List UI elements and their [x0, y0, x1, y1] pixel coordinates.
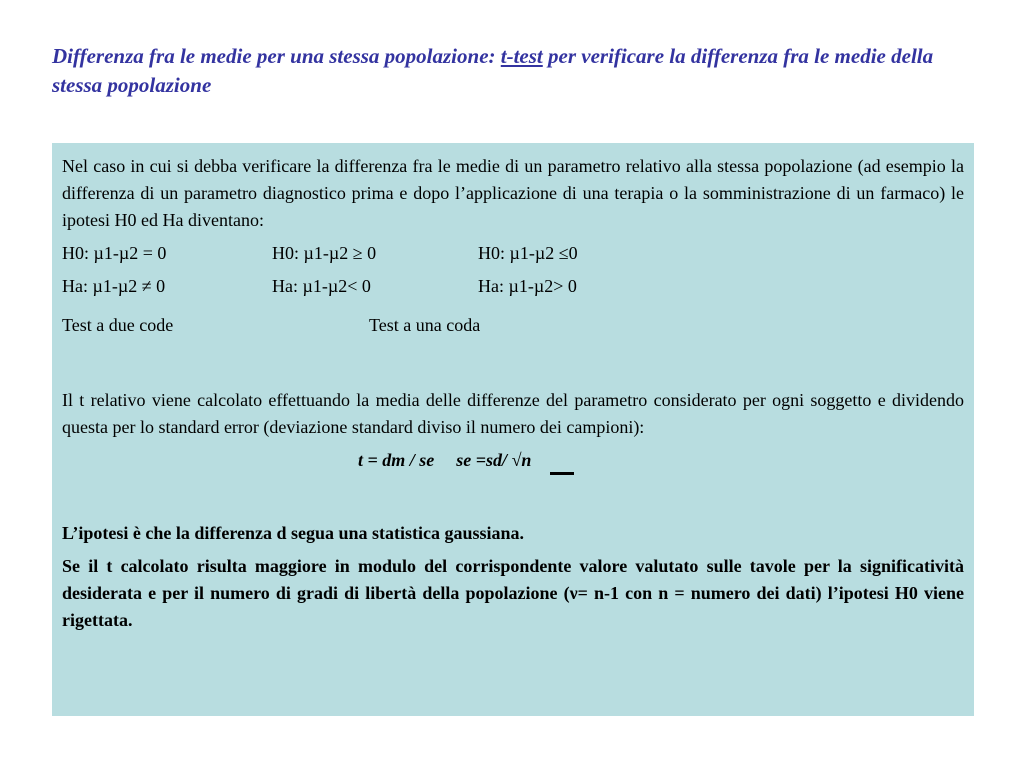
conclusion-paragraph: Se il t calcolato risulta maggiore in modulo del corrispondente valore valutato sulle tavole per la significatività desiderata e per il numero di gradi di libertà della popolazione (ν= n-1 con n = numero dei dati) l’ipotesi H0 viene rigettata.	[62, 556, 964, 630]
title-text-part1: Differenza fra le medie per una stessa popolazione:	[52, 44, 501, 68]
slide-title	[52, 42, 982, 100]
t-description-paragraph: Il t relativo viene calcolato effettuando la media delle differenze del parametro considerato per ogni soggetto e dividendo questa per lo standard error (deviazione standard diviso il numero dei campioni):	[62, 390, 964, 437]
formula-line	[62, 447, 964, 474]
content-box	[52, 143, 974, 716]
test-one-tailed-label: Test a una coda	[369, 315, 481, 335]
hypothesis-statement: L’ipotesi è che la differenza d segua una statistica gaussiana.	[62, 523, 525, 543]
h0-row	[62, 240, 964, 267]
ha-row	[62, 273, 964, 300]
title-ttest-underlined: t-test	[500, 44, 543, 68]
test-two-tailed-label: Test a due code	[62, 315, 174, 335]
sqrt-overline	[550, 472, 574, 475]
title-text-part2: per verificare la differenza fra le medie della stessa popolazione	[52, 44, 934, 97]
h0-one-tailed-less: H0: µ1-µ2 ≤0	[478, 243, 578, 263]
ha-one-tailed-less: Ha: µ1-µ2< 0	[272, 276, 371, 296]
h0-two-tailed: H0: µ1-µ2 = 0	[62, 243, 167, 263]
test-types-row	[62, 312, 964, 339]
ha-one-tailed-greater: Ha: µ1-µ2> 0	[478, 276, 577, 296]
formula-t: t = dm / se	[358, 450, 435, 470]
intro-paragraph: Nel caso in cui si debba verificare la differenza fra le medie di un parametro relativo alla stessa popolazione (ad esempio la differenza di un parametro diagnostico prima e dopo l’applicazione di una terapia o la somministrazione di un farmaco) le ipotesi H0 ed Ha diventano:	[62, 156, 964, 230]
ha-two-tailed: Ha: µ1-µ2 ≠ 0	[62, 276, 166, 296]
formula-se: se =sd/ √n	[456, 450, 532, 470]
h0-one-tailed-greater: H0: µ1-µ2 ≥ 0	[272, 243, 377, 263]
